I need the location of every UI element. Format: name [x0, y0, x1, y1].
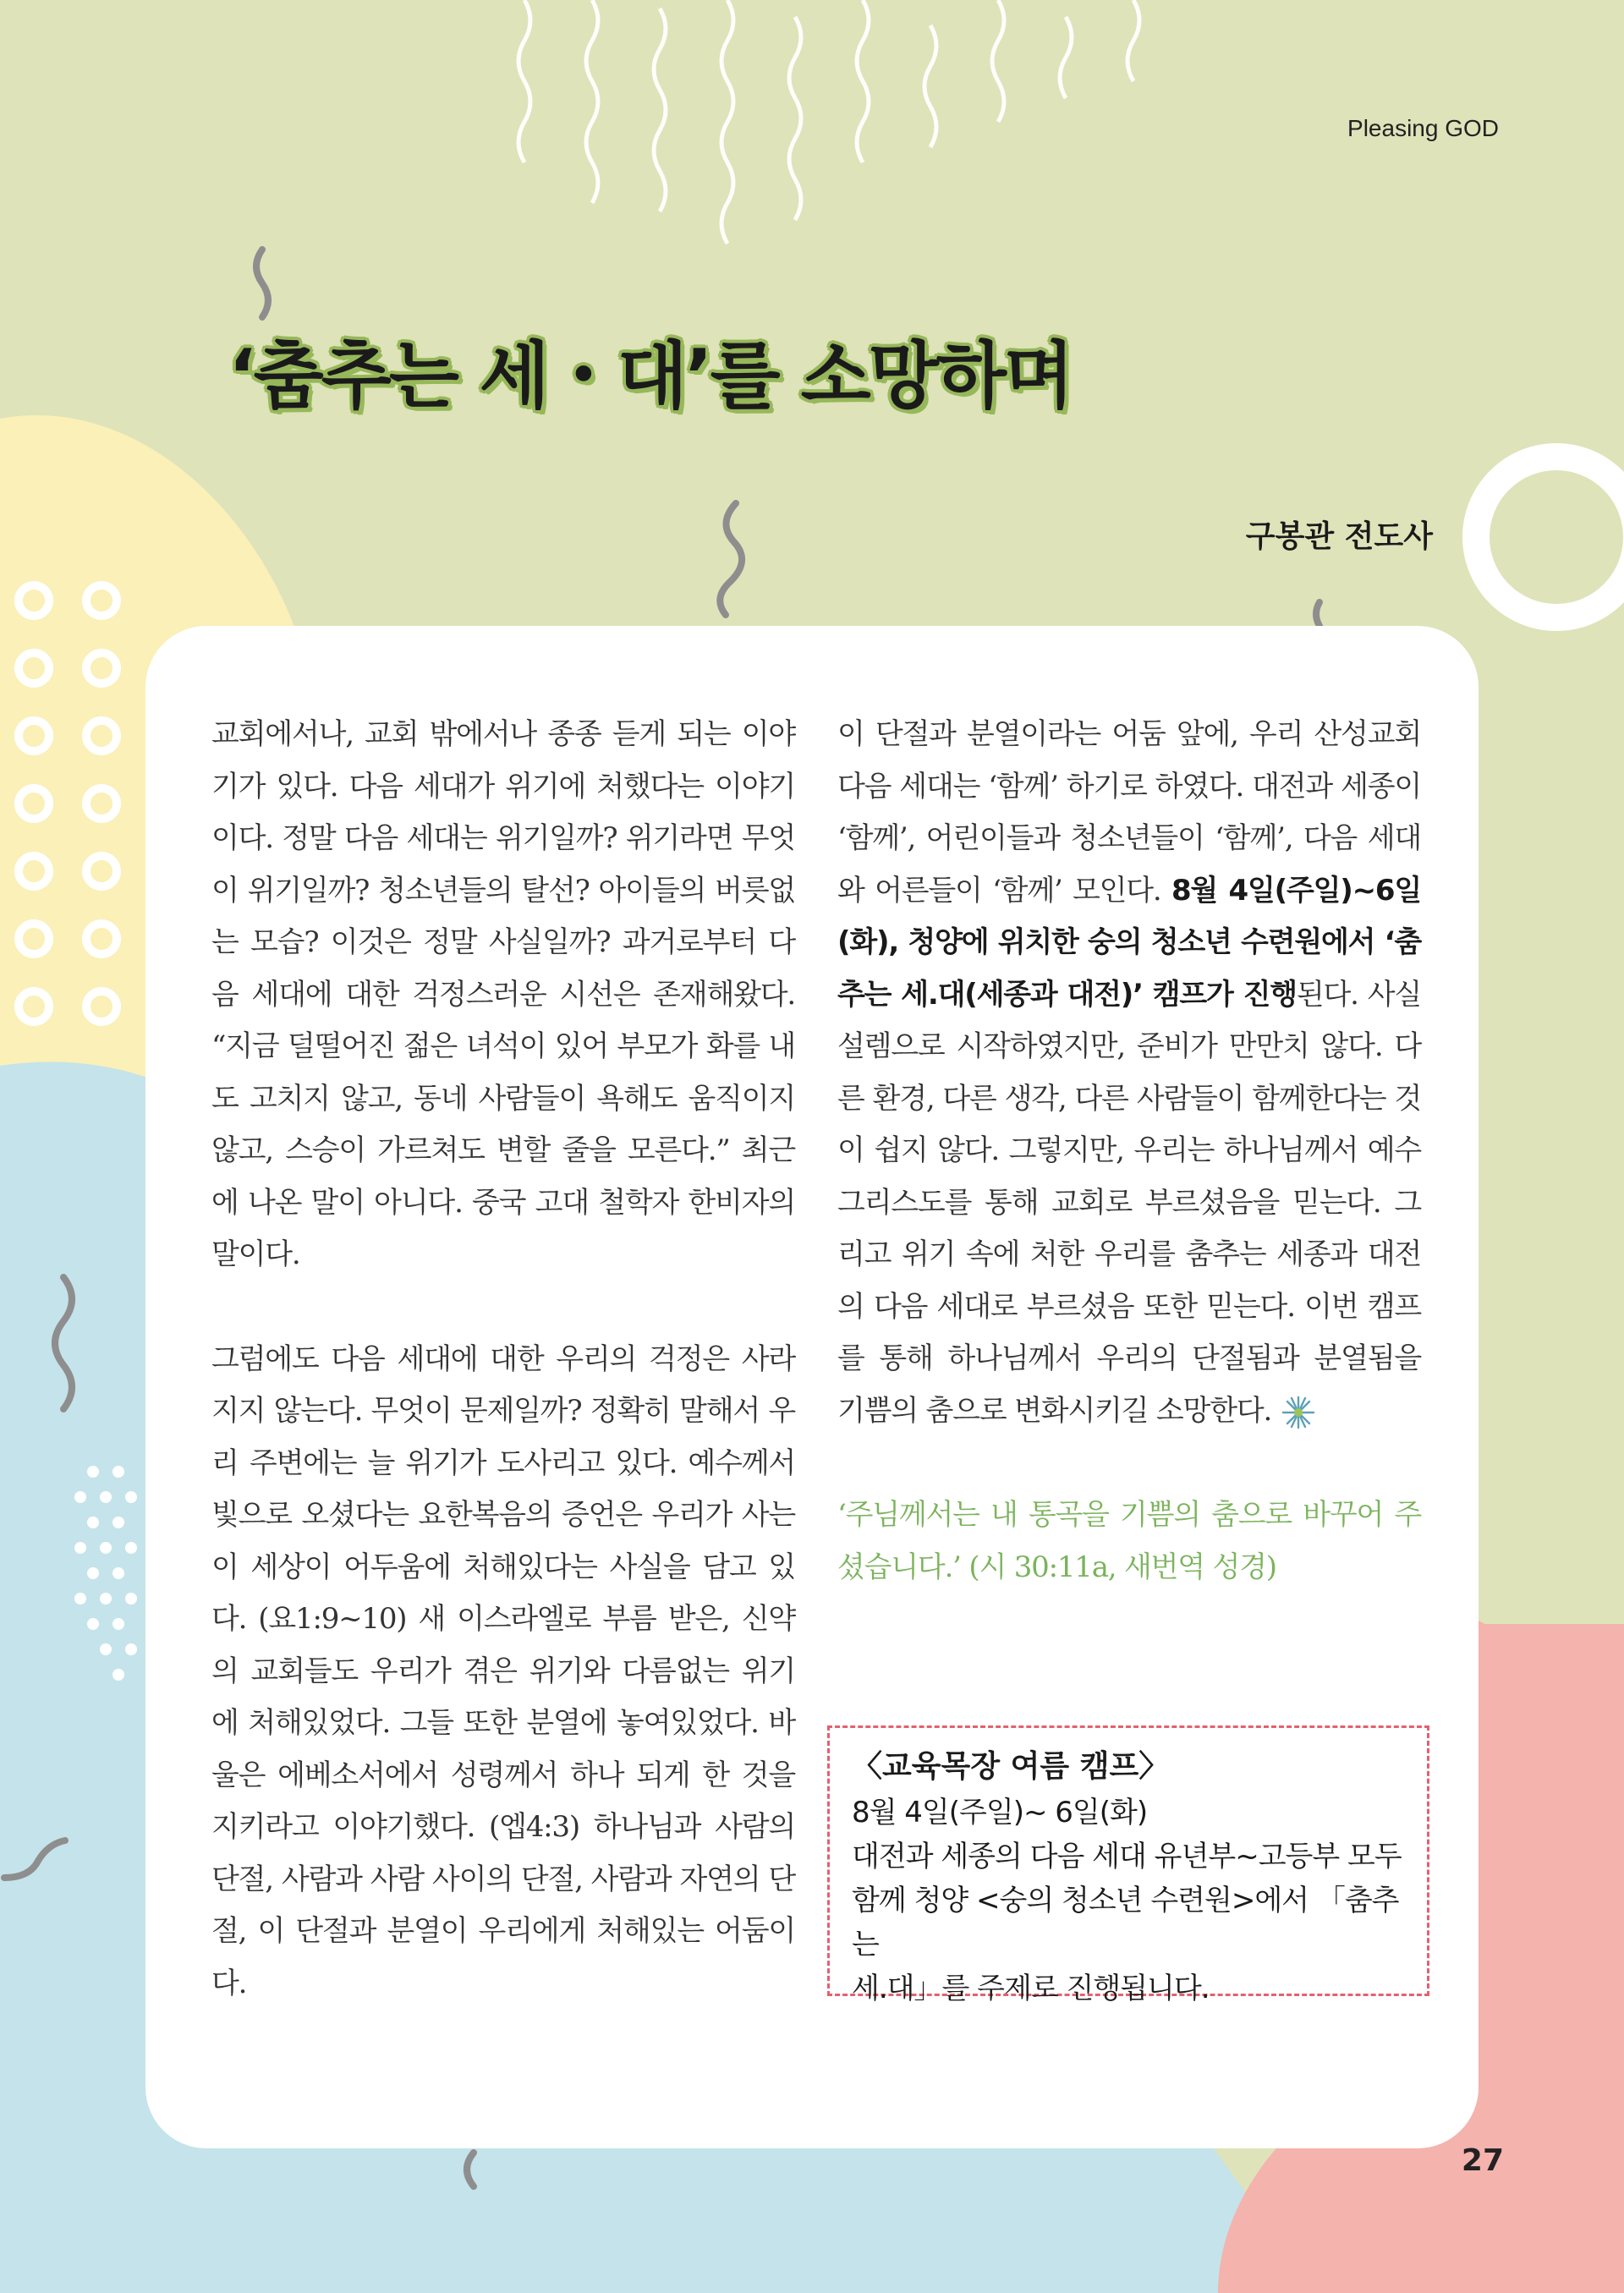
left-column [211, 709, 795, 2010]
section-tag: Pleasing GOD [1347, 115, 1499, 141]
paragraph-2: 그럼에도 다음 세대에 대한 우리의 걱정은 사라지지 않는다. 무엇이 문제일까? 정확히 말해서 우리 주변에는 늘 위기가 도사리고 있다. 예수께서 빛으로 오셨다는 요한복음의 증언은 우리가 사는 이 세상이 어두움에 처해있다는 사실을 담고 있다. (요1:9~10) 새 이스라엘로 부름 받은, 신약의 교회들도 우리가 겪은 위기와 다름없는 위기에 처해있었다. 그들 또한 분열에 놓여있었다. 바울은 에베소서에서 성령께서 하나 되게 한 것을 지키라고 이야기했다. (엡4:3) 하나님과 사람의 단절, 사람과 사람 사이의 단절, 사람과 자연의 단절, 이 단절과 분열이 우리에게 처해있는 어둠이다. [211, 1341, 795, 2000]
paragraph-3-intro: 이 단절과 분열이라는 어둠 앞에, 우리 산성교회 다음 세대는 ‘함께’ 하기로 하였다. 대전과 세종이 ‘함께’, 어린이들과 청소년들이 ‘함께’, 다음 세대와 어른들이 ‘함께’ 모인다. [837, 717, 1421, 908]
info-box-title: 〈교육목장 여름 캠프〉 [852, 1749, 1170, 1784]
camp-info-box [827, 1725, 1429, 2005]
info-box-line-3: 세.대」를 주제로 진행됩니다. [852, 1972, 1210, 2005]
paragraph-1: 교회에서나, 교회 밖에서나 종종 듣게 되는 이야기가 있다. 다음 세대가 위기에 처했다는 이야기이다. 정말 다음 세대는 위기일까? 위기라면 무엇이 위기일까? 청소년들의 탈선? 아이들의 버릇없는 모습? 이것은 정말 사실일까? 과거로부터 다음 세대에 대한 걱정스러운 시선은 존재해왔다. “지금 덜떨어진 젊은 녀석이 있어 부모가 화를 내도 고치지 않고, 동네 사람들이 욕해도 움직이지 않고, 스승이 가르쳐도 변할 줄을 모른다.” 최근에 나온 말이 아니다. 중국 고대 철학자 한비자의 말이다. [211, 717, 795, 1271]
page-number: 27 [1461, 2143, 1504, 2178]
info-box-line-1: 대전과 세종의 다음 세대 유년부~고등부 모두 [852, 1840, 1402, 1873]
article-title: ‘춤추는 세・대’를 소망하며 [228, 334, 1072, 419]
info-box-line-2: 함께 청양 <숭의 청소년 수련원>에서 「춤추는 [852, 1884, 1399, 1961]
dancing-figure-icon [1280, 1394, 1317, 1431]
paragraph-3-rest: 된다. 사실 설렘으로 시작하였지만, 준비가 만만치 않다. 다른 환경, 다른 생각, 다른 사람들이 함께한다는 것이 쉽지 않다. 그렇지만, 우리는 하나님께서 예수 그리스도를 통해 교회로 부르셨음을 믿는다. 그리고 위기 속에 처한 우리를 춤추는 세종과 대전의 다음 세대로 부르셨음 또한 믿는다. 이번 캠프를 통해 하나님께서 우리의 단절됨과 분열됨을 기쁨의 춤으로 변화시키길 소망한다. [837, 977, 1421, 1428]
scripture-quote: ‘주님께서는 내 통곡을 기쁨의 춤으로 바꾸어 주셨습니다.’ (시 30:11a, 새번역 성경) [837, 1498, 1421, 1584]
article-author: 구봉관 전도사 [1245, 519, 1433, 554]
paragraph-3 [837, 709, 1421, 1437]
info-box-date: 8월 4일(주일)~ 6일(화) [852, 1796, 1148, 1829]
right-column [837, 709, 1421, 1594]
camp-highlight: 8월 4일(주일)~6일(화), 청양에 위치한 숭의 청소년 수련원에서 ‘춤추는 세.대(세종과 대전)’ 캠프가 진행 [837, 873, 1421, 1012]
